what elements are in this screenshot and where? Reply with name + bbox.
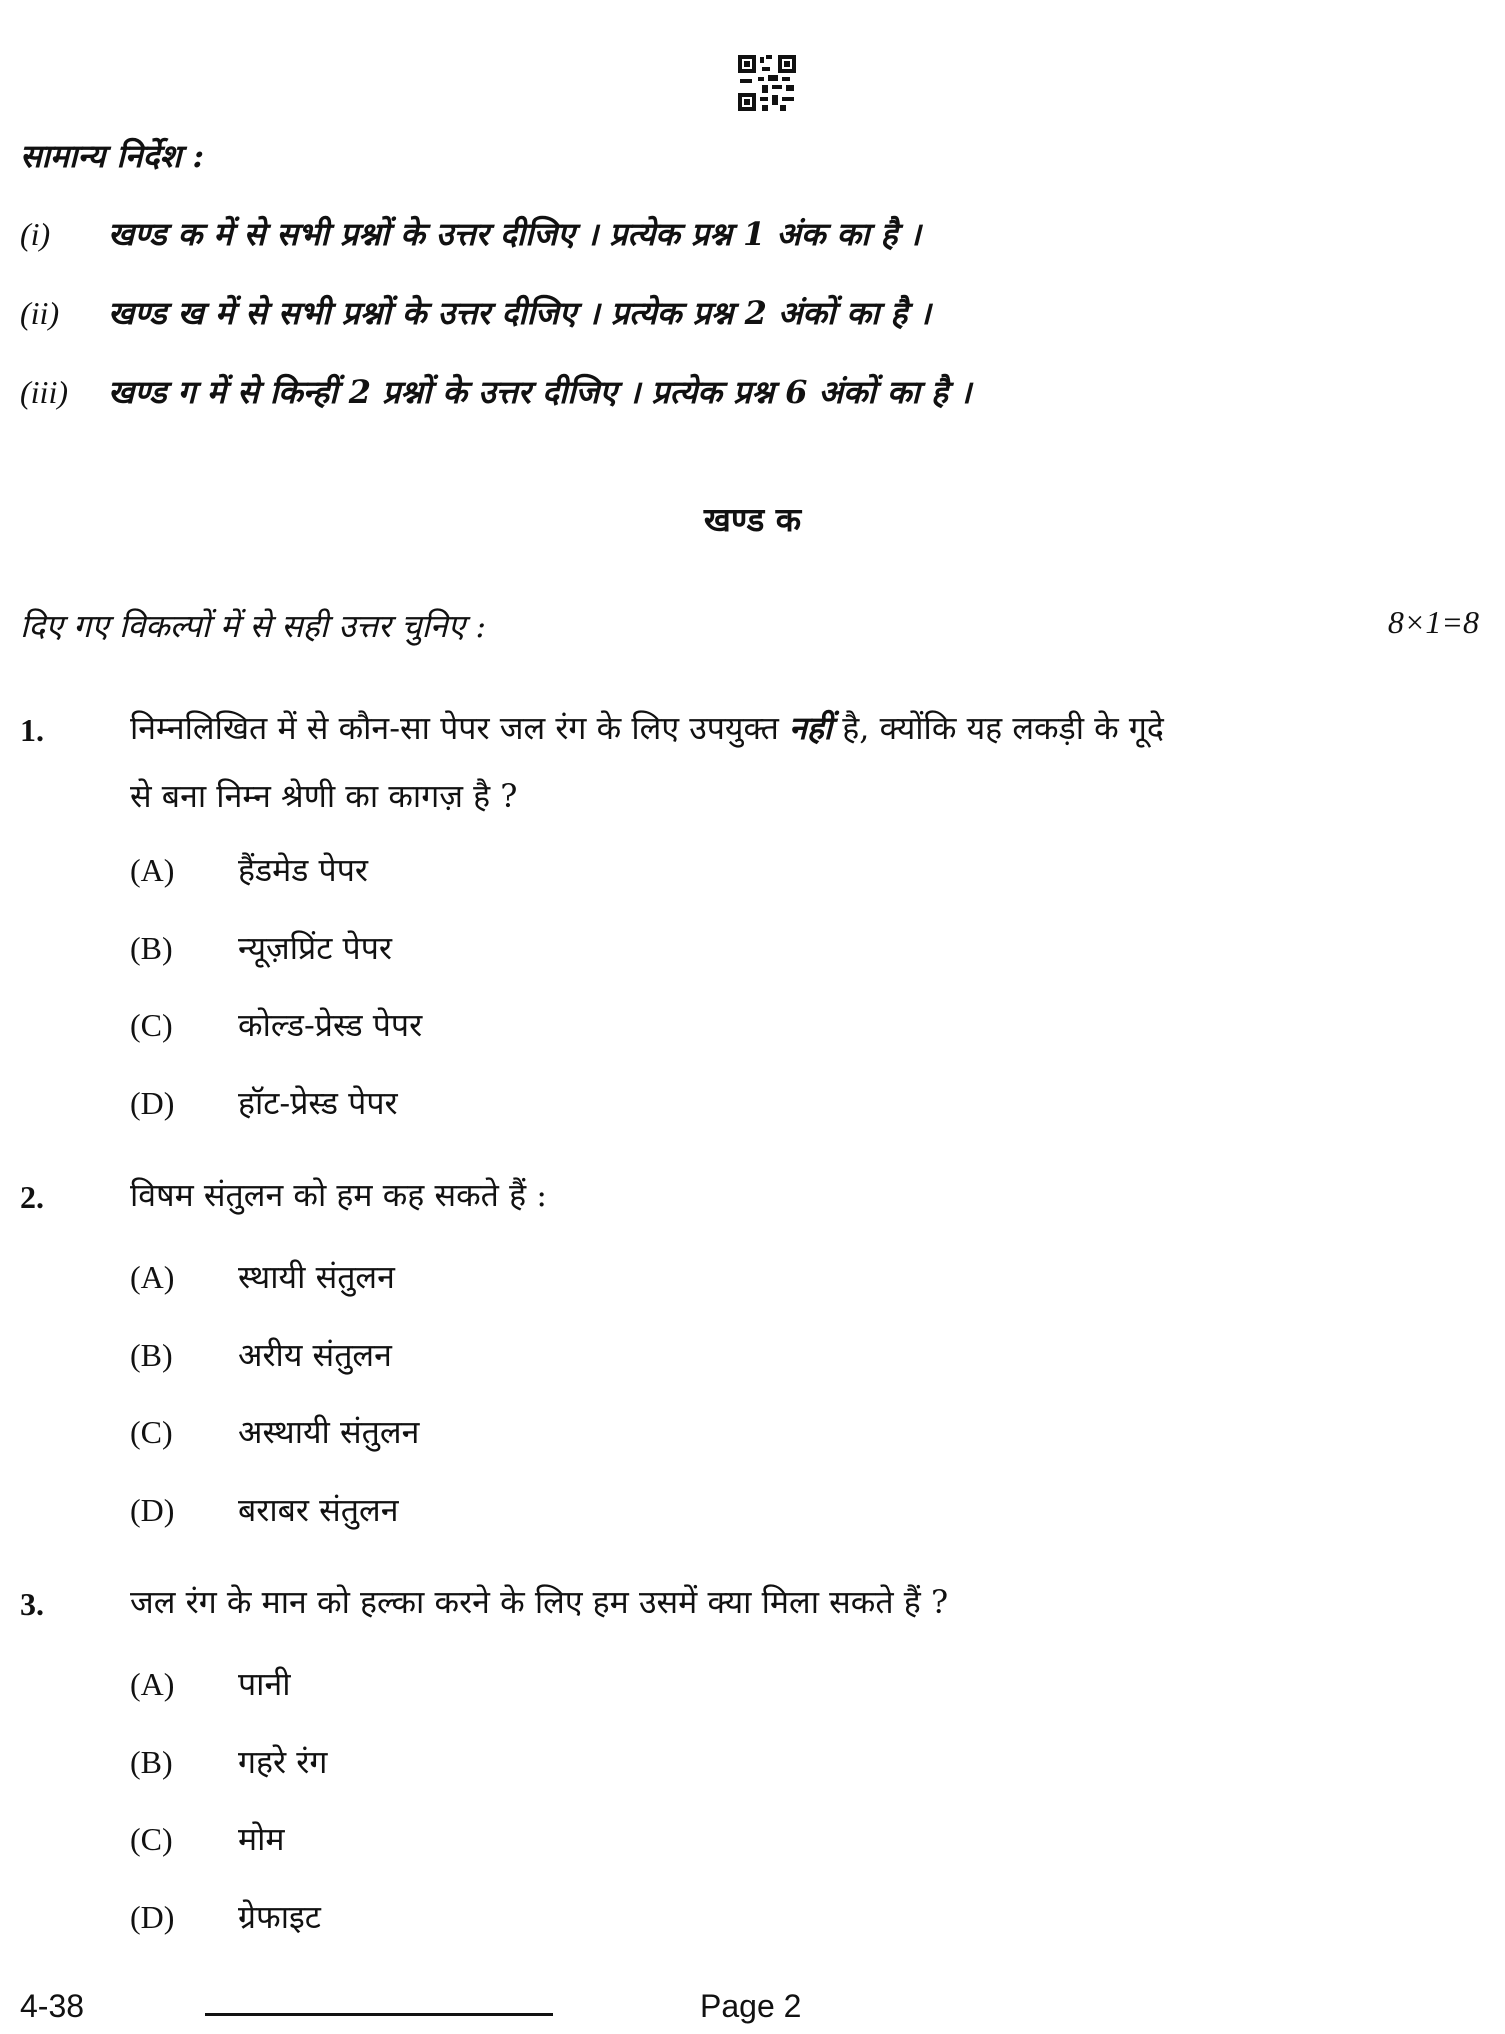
option-letter: (A) (130, 852, 175, 888)
question-emphasis: नहीं (789, 709, 833, 747)
option-item (130, 1333, 392, 1376)
option-item (130, 1003, 422, 1046)
question-number: 3. (20, 1586, 44, 1622)
page-number: Page 2 (700, 1988, 802, 2024)
option-text: न्यूज़प्रिंट पेपर (238, 929, 392, 967)
option-item (130, 926, 392, 969)
question-text-part: है, क्योंकि यह लकड़ी के गूदे (842, 709, 1164, 747)
section-title: खण्ड क (703, 500, 802, 539)
option-text: गहरे रंग (238, 1743, 328, 1781)
option-text: पानी (238, 1665, 291, 1703)
option-text: मोम (238, 1820, 285, 1858)
question-number: 1. (20, 712, 44, 748)
instruction-text: खण्ड ख में से सभी प्रश्नों के उत्तर दीजिए । प्रत्येक प्रश्न 2 अंकों का है । (108, 294, 931, 332)
option-letter: (C) (130, 1821, 173, 1857)
option-item (130, 1817, 285, 1860)
option-item (130, 1488, 399, 1531)
option-item (130, 1255, 395, 1298)
question-text: विषम संतुलन को हम कह सकते हैं : (130, 1176, 548, 1214)
question-text: जल रंग के मान को हल्का करने के लिए हम उसमें क्या मिला सकते हैं ? (130, 1583, 949, 1621)
option-item (130, 1410, 419, 1453)
instruction-text: खण्ड ग में से किन्हीं 2 प्रश्नों के उत्तर दीजिए । प्रत्येक प्रश्न 6 अंकों का है । (108, 373, 972, 411)
option-letter: (C) (130, 1414, 173, 1450)
instruction-item-2 (20, 291, 931, 334)
option-letter: (B) (130, 1744, 173, 1780)
option-item (130, 1740, 327, 1783)
option-letter: (D) (130, 1492, 175, 1528)
instruction-number: (iii) (20, 374, 68, 410)
option-text: अरीय संतुलन (238, 1336, 392, 1374)
option-letter: (A) (130, 1666, 175, 1702)
option-letter: (D) (130, 1899, 175, 1935)
footer-divider (205, 2013, 553, 2016)
option-item (130, 1895, 321, 1938)
option-item (130, 1081, 398, 1124)
instruction-item-1 (20, 212, 921, 255)
option-letter: (A) (130, 1259, 175, 1295)
instruction-number: (ii) (20, 295, 60, 331)
option-text: स्थायी संतुलन (238, 1258, 395, 1296)
question-text-part: निम्नलिखित में से कौन-सा पेपर जल रंग के लिए उपयुक्त (130, 709, 779, 747)
option-text: अस्थायी संतुलन (238, 1413, 420, 1451)
instruction-number: (i) (20, 216, 51, 252)
question-number: 2. (20, 1179, 44, 1215)
section-instruction: दिए गए विकल्पों में से सही उत्तर चुनिए : (20, 607, 487, 645)
option-text: ग्रेफाइट (238, 1898, 321, 1936)
paper-code: 4-38 (20, 1988, 85, 2024)
instruction-item-3 (20, 370, 971, 413)
question-text (130, 706, 1164, 749)
option-text: हॉट-प्रेस्ड पेपर (238, 1084, 398, 1122)
section-marks: 8×1=8 (1387, 604, 1479, 640)
question-text-continued: से बना निम्न श्रेणी का कागज़ है ? (130, 777, 518, 815)
option-letter: (C) (130, 1007, 173, 1043)
option-item (130, 848, 368, 891)
option-letter: (B) (130, 1337, 173, 1373)
option-letter: (D) (130, 1085, 175, 1121)
instruction-text: खण्ड क में से सभी प्रश्नों के उत्तर दीजिए । प्रत्येक प्रश्न 1 अंक का है । (108, 215, 921, 253)
option-item (130, 1662, 291, 1705)
general-instructions-title: सामान्य निर्देश : (20, 137, 205, 175)
option-text: बराबर संतुलन (238, 1491, 399, 1529)
option-text: हैंडमेड पेपर (238, 851, 368, 889)
qr-code-icon (738, 55, 796, 111)
option-letter: (B) (130, 930, 173, 966)
option-text: कोल्ड-प्रेस्ड पेपर (238, 1006, 423, 1044)
